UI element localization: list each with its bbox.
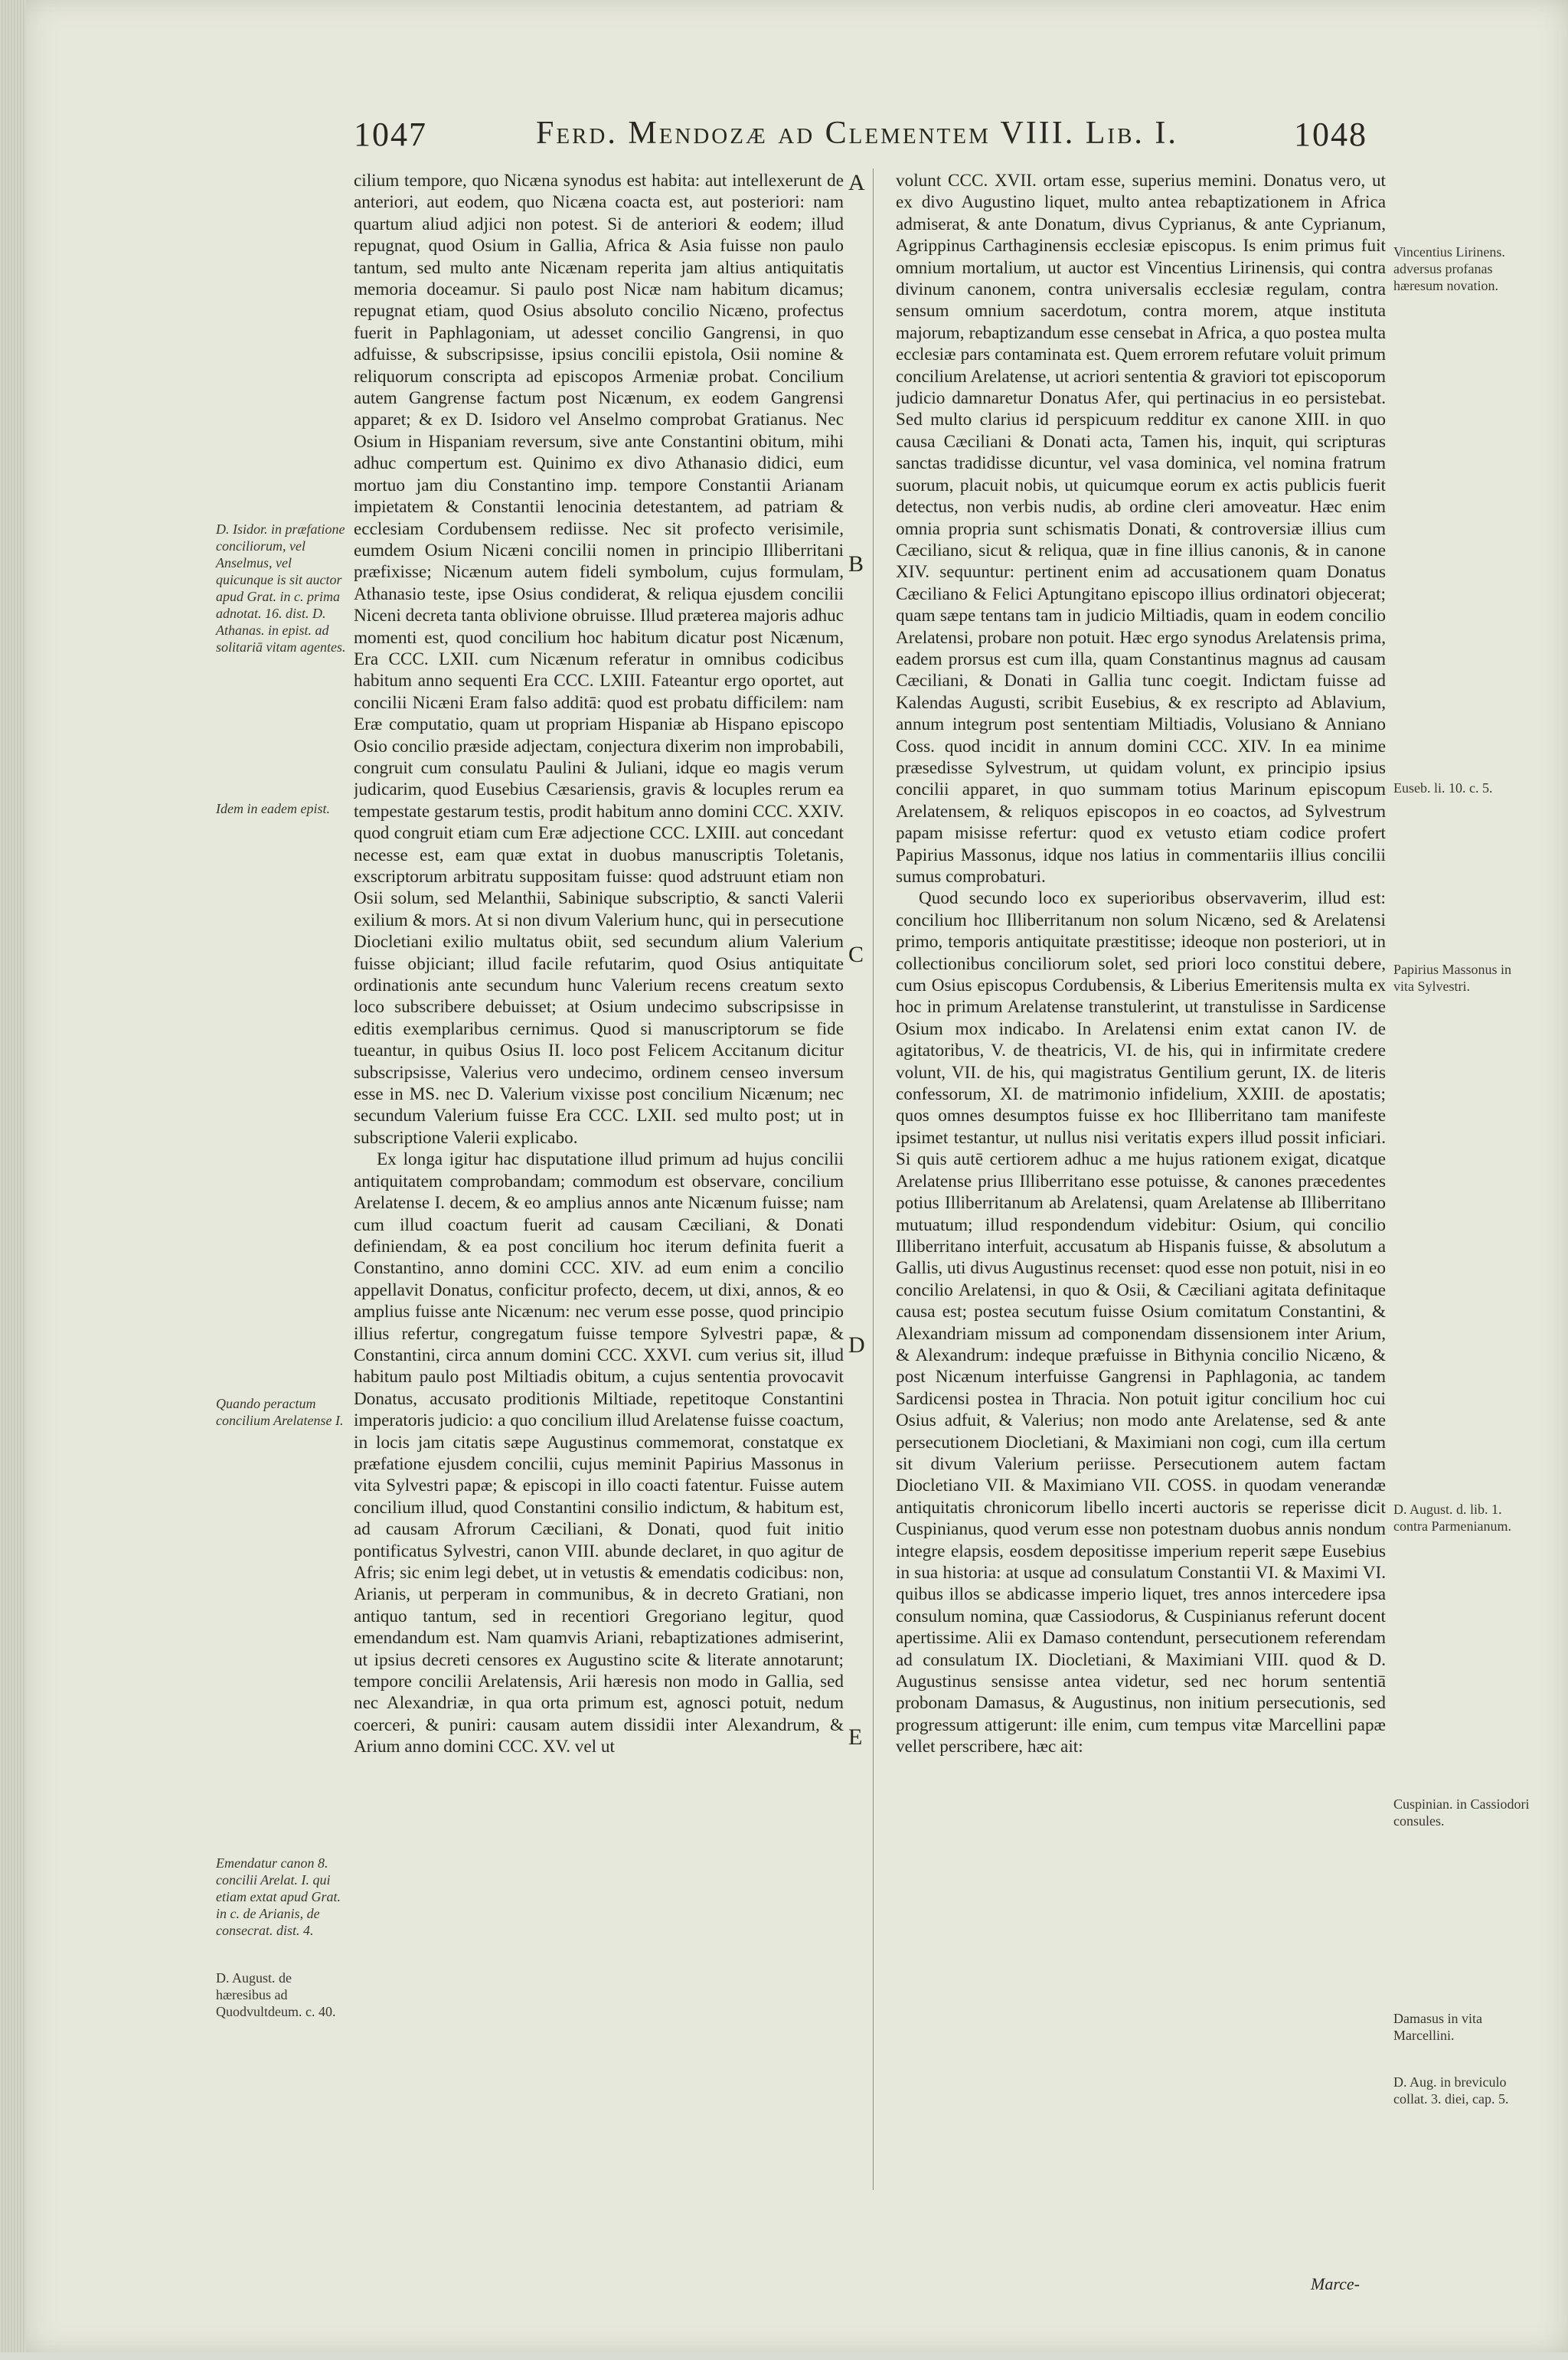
section-letter: A — [848, 170, 865, 195]
section-letter: C — [848, 942, 864, 967]
margin-note: D. Isidor. in præfatione conciliorum, vel Anselmus, vel quicunque is sit auctor apud Grat. in c. prima adnotat. 16. dist. D. Athanas. in epist. ad solitariā vitam agentes. — [216, 521, 346, 655]
margin-note: Idem in eadem epist. — [216, 801, 330, 816]
running-header — [0, 115, 1568, 161]
left-text-column — [354, 170, 844, 2360]
paragraph: cilium tempore, quo Nicæna synodus est habita: aut intellexerunt de anteriori, aut eodem, quo Nicæna coacta est, aut posteriori: nam quartum aliud adjici non potest. Si de anteriori & eodem; illud repugnat, quod Osium in Gallia, Africa & Asia fuisse non paulo tantum, sed multo ante Nicænam reperita jam altius antiquitatis memoria doceamur. Si paulo post Nicæ nam habitum dicamus; repugnat etiam, quod Osius absoluto concilio Nicæno, profectus fuerit in Paphlagoniam, ut adesset concilio Gangrensi, in quo adfuisse, & subscripsisse, ipsius concilii epistola, Osii nomine & reliquorum conscripta ad episcopos Armeniæ probat. Concilium autem Gangrense factum post Nicænum, ex eodem Gangrensi apparet; & ex D. Isidoro vel Anselmo comprobat Gratianus. Nec Osium in Hispaniam reversum, sive ante Constantini obitum, mihi adhuc compertum est. Quinimo ex divo Athanasio didici, eum mortuo jam diu Constantino imp. tempore Constantii Arianam impietatem & Constantii lenocinia detestantem, ad patriam & ecclesiam Cordubensem rediisse. Nec sit profecto verisimile, eumdem Osium Nicæni concilii nomen in principio Illiberritani præfixisse; Nicænum autem fideli symbolum, cujus formulam, Athanasio teste, ipse Osius condiderat, & reliqua ejusdem concilii Niceni decreta tanta oblivione obruisse. Illud præterea majoris adhuc momenti est, quod concilium hoc habitum dicatur post Nicænum, Era CCC. LXII. cum Nicænum referatur in omnibus codicibus habitum anno sequenti Era CCC. LXIII. Fateantur ergo oportet, aut concilii Nicæni Eram falso additā: quod est probatu difficilem: nam Eræ computatio, quam ut propriam Hispaniæ ab Hispano episcopo Osio concilio præside adjectam, conjectura dixerim non improbabili, congruit cum consulatu Paulini & Juliani, idque eo magis verum judicarim, quod Eusebius Cæsariensis, gravis & locuples rerum ea tempestate gestarum testis, prodit habitum anno domini CCC. XXIV. quod congruit etiam cum Eræ adjectione CCC. LXIII. aut concedant necesse est, eam quæ extat in duobus manuscriptis Toletanis, exscriptorum arbitratu suppositam fuisse: quod adstruunt etiam non Osii solum, sed Melanthii, Sabinique subscriptio, & sancti Valerii exilium & mors. At si non divum Valerium hunc, qui in persecutione Diocletiani exilio multatus obiit, sed secundum alium Valerium fuisse objiciant; illud facile refutarim, quod Osius antiquitate ordinationis ante secundum hunc Valerium recens creatum sexto loco subscribere debuisset; at Osium undecimo subscripsisse in editis exemplaribus cernimus. Quod si manuscriptorum se fide tueantur, in quibus Osius II. loco post Felicem Accitanum dicitur subscripsisse, Valerius vero undecimo, ordinem censeo inversum esse in MS. nec D. Valerium vixisse post concilium Nicænum; nec secundum Valerium fuisse Era CCC. LXII. sed multo post; ut in subscriptione Valerii explicabo. — [354, 171, 844, 1148]
margin-note: D. August. d. lib. 1. contra Parmenianum. — [1393, 1502, 1511, 1534]
paragraph: Quod secundo loco ex superioribus observaverim, illud est: concilium hoc Illiberritanum non solum Nicæno, sed & Arelatensi primo, temporis antiquitate præstitisse; ideoque non posteriori, ut in collectionibus conciliorum solet, sed priori loco constitui debere, cum Osius episcopus Cordubensis, & Liberius Emeritensis multa ex hoc in primum Arelatense transtulerint, ut transtulisse in Sardicense Osium mox indicabo. In Arelatensi enim extat canon IV. de agitatoribus, V. de theatricis, VI. de his, qui in infirmitate credere volunt, VII. de his, qui magistratus Gentilium gerunt, IX. de literis confessorum, XI. de matrimonio infidelium, XXIII. de apostatis; quos omnes desumptos fuisse ex hoc Illiberritano tam manifeste ipsimet testantur, ut nullus nisi veritatis expers illud possit inficiari. Si quis autē certiorem adhuc a me hujus rationem exigat, dicatque Arelatense prius Illiberritano esse potuisse, & canones præcedentes potius Illiberritanum ab Arelatensi, quam Arelatense ab Illiberritano mutuatum; illud respondendum videbitur: Osium, qui concilio Illiberritano interfuit, accusatum ab Hispanis fuisse, & absolutum a Gallis, uti divus Augustinus recenset: quod esse non potuit, nisi in eo concilio Arelatensi, in quo & Osii, & Cæciliani agitata definitaque causa est; postea secutum fuisse Osium comitatum Constantini, & Alexandriam missum ad componendam dissensionem inter Arium, & Alexandrum: indeque præfuisse in Bithynia concilio Nicæno, & post Nicænum interfuisse Gangrensi in Paphlagonia, ac tandem Sardicensi postea in Thracia. Non potuit igitur concilium hoc cui Osius adfuit, & Valerius; non modo ante Arelatense, sed & ante persecutionem Diocletiani, & Maximiani non cogi, cum illa certum sit divum Valerium periisse. Persecutionem autem factam Diocletiano VII. & Maximiano VII. COSS. in quodam venerandæ antiquitatis chronicorum libello incerti auctoris se reperisse dicit Cuspinianus, quod verum esse non potestnam duobus annis nondum integre elapsis, eosdem depositisse imperium reperit sæpe Eusebius in sua historia: at usque ad consulatum Constantii VI. & Maximi VI. quibus illos se abdicasse imperio liquet, tres annos intercedere ipsa consulum nomina, quæ Cassiodorus, & Cuspinianus referunt docent apertissime. Alii ex Damaso contendunt, persecutionem referendam ad consulatum IX. Diocletiani, & Maximiani VIII. quod & D. Augustinus sensisse antea videtur, sed nec horum sententiā probonam Damasus, & Augustinus, non initium persecutionis, sed progressum attigerunt: ille enim, cum tempus vitæ Marcellini papæ vellet perscribere, hæc ait: — [896, 888, 1386, 1757]
running-title: Ferd. Mendozæ ad Clementem VIII. Lib. I. — [536, 116, 1178, 151]
section-letter: D — [848, 1332, 865, 1358]
column-divider — [873, 168, 874, 2190]
margin-note: Cuspinian. in Cassiodori consules. — [1393, 1796, 1530, 1829]
section-letter: B — [848, 551, 864, 577]
margin-note: D. Aug. in breviculo collat. 3. diei, cap. 5. — [1393, 2074, 1509, 2107]
paragraph: volunt CCC. XVII. ortam esse, superius memini. Donatus vero, ut ex divo Augustino liquet, multo antea rebaptizationem in Africa admiserat, & ante Donatum, divus Cyprianus, & ante Cyprianum, Agrippinus Carthaginensis ecclesiæ episcopus. Is enim primus fuit omnium mortalium, ut auctor est Vincentius Lirinensis, qui contra divinum canonem, contra universalis ecclesiæ regulam, contra sensum omnium sacerdotum, contra morem, atque instituta majorum, rebaptizandum esse censebat in Africa, a quo postea multa ecclesiæ pars contaminata est. Quem errorem refutare voluit primum concilium Arelatense, ut acriori sententia & graviori tot episcoporum judicio damnaretur Donatus Afer, qui pertinacius in eo persistebat. Sed multo clarius id perspicuum redditur ex canone XIII. in quo causa Cæciliani & Donati acta, Tamen his, inquit, qui scripturas sanctas tradidisse dicuntur, vel vasa dominica, vel nomina fratrum suorum, placuit nobis, ut quicumque eorum ex actis publicis fuerit detectus, non verbis nudis, ab ordine cleri amoveatur. Hæc enim omnia propria sunt schismatis Donati, & controversiæ illius cum Cæciliano, sicut & reliqua, quæ in fine illius canonis, & in canone XIV. sequuntur: pertinent enim ad accusationem quam Donatus Cæciliano & Felici Aptungitano episcopo illius ordinatori objecerat; quam sæpe tentans tam in judicio Miltiadis, quam in eodem concilio Arelatensi, probare non potuit. Hæc ergo synodus Arelatensis prima, eadem prorsus est cum illa, quam Constantinus magnus ad causam Cæciliani, & Donati in Gallia tunc coegit. Indictam fuisse ad Kalendas Augusti, scribit Eusebius, & ex rescripto ad Ablavium, annum integrum post sententiam Miltiadis, Volusiano & Anniano Coss. quod incidit in annum domini CCC. XIV. In ea minime præsedisse Sylvestrum, ut quidam volunt, ex principio ipsius concilii apparet, in quo summam totius Marinum episcopum Arelatensem, & reliquos episcopos in eo coactos, ad Sylvestrum papam misisse refertur: quod ex vetusto etiam codice profert Papirius Massonus, idque nos latius in commentariis illius concilii sumus comprobaturi. — [896, 171, 1386, 887]
right-text-column — [896, 170, 1386, 2360]
margin-note: Papirius Massonus in vita Sylvestri. — [1393, 962, 1512, 994]
page-number-right: 1048 — [1294, 116, 1367, 153]
section-letter: E — [848, 1724, 863, 1750]
margin-note: Vincentius Lirinens. adversus profanas hæresum novation. — [1393, 244, 1505, 293]
margin-note: Damasus in vita Marcellini. — [1393, 2011, 1482, 2043]
margin-note: Quando peractum concilium Arelatense I. — [216, 1396, 344, 1428]
margin-note: Euseb. li. 10. c. 5. — [1393, 780, 1493, 796]
paragraph: Ex longa igitur hac disputatione illud primum ad hujus concilii antiquitatem comprobandam; commodum est observare, concilium Arelatense I. decem, & eo amplius annos ante Nicænum fuisse; nam cum illud coactum fuerit ad causam Cæciliani, & Donati definiendam, & ea post concilium hoc iterum definita fuerit a Constantino, anno domini CCC. XIV. ad eum enim a concilio appellavit Donatus, conficitur profecto, decem, ut dixi, annos, & eo amplius fuisse ante Nicænum: nec verum esse posse, quod principio illius refertur, congregatum fuisse tempore Sylvestri papæ, & Constantini, circa annum domini CCC. XXVI. cum verius sit, illud habitum paulo post Miltiadis obitum, a cujus sententia provocavit Donatus, accusato proditionis Miltiade, repetitoque Constantini imperatoris judicio: a quo concilium illud Arelatense fuisse coactum, in locis jam citatis sæpe Augustinus commemorat, constatque ex præfatione ejusdem concilii, cujus meminit Papirius Massonus in vita Sylvestri papæ; & episcopi in illo coacti fatentur. Fuisse autem concilium illud, quod Constantini consilio indictum, & habitum est, ad causam Afrorum Cæciliani, & Donati, quod fuit initio pontificatus Sylvestri, canon VIII. abunde declaret, in quo agitur de Afris; sic enim legi debet, ut in vetustis & emendatis codicibus: non, Arianis, ut perperam in communibus, & in decreto Gratiani, non antiquo tantum, sed in recentiori Gregoriano legitur, quod emendandum est. Nam quamvis Ariani, rebaptizationes admiserint, ut ipsius decreti censores ex Augustino scite & literate annotarunt; tempore concilii Arelatensis, Arii hæresis non modo in Gallia, sed nec Alexandriæ, in qua orta primum est, agnosci potuit, nedum coerceri, & puniri: causam autem dissidii inter Alexandrum, & Arium anno domini CCC. XV. vel ut — [354, 1149, 844, 1757]
page-number-left: 1047 — [354, 116, 427, 153]
catchword: Marce- — [1311, 2274, 1360, 2293]
margin-note: D. August. de hæresibus ad Quodvultdeum. c. 40. — [216, 1970, 336, 2019]
page-edge — [0, 0, 26, 2352]
margin-note: Emendatur canon 8. concilii Arelat. I. qui etiam extat apud Grat. in c. de Arianis, de consecrat. dist. 4. — [216, 1855, 341, 1938]
